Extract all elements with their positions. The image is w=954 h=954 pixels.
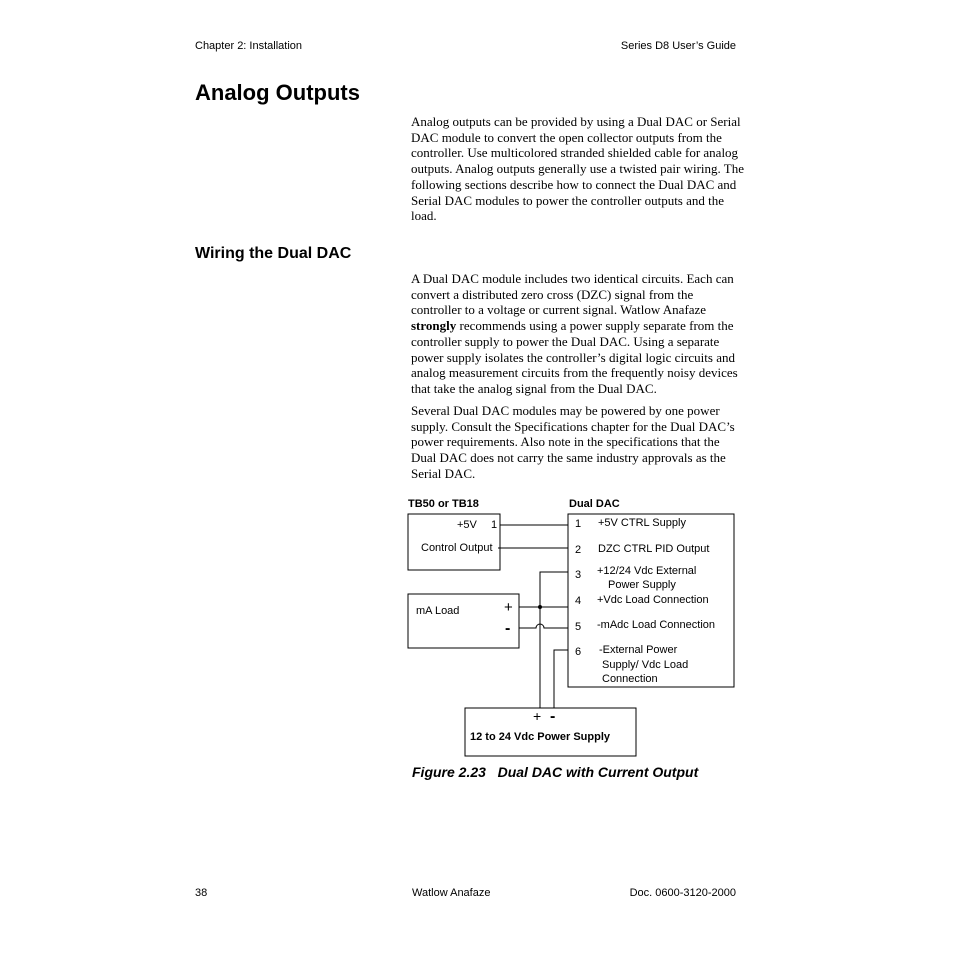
section-title: Analog Outputs [195,80,360,105]
dac-pin-number: 2 [575,544,582,556]
dac-pin-number: 1 [575,518,582,530]
header-chapter: Chapter 2: Installation [195,40,303,52]
dac-pin-number: 4 [575,595,582,607]
ps-plus: + [533,708,542,724]
load-minus: - [505,620,511,637]
dac-pin-desc: -mAdc Load Connection [597,619,716,631]
dac-pin-desc: +5V CTRL Supply [598,517,686,529]
load-label: mA Load [416,605,460,617]
dac-pin-number: 3 [575,569,582,581]
footer-company: Watlow Anafaze [412,887,491,899]
dac-pin-desc: Connection [602,673,658,685]
wires [498,525,568,708]
footer-page-number: 38 [195,887,208,899]
dac-pin-desc: +12/24 Vdc External [597,565,697,577]
load-plus: + [504,599,513,616]
wiring-diagram [400,490,750,762]
dac-pin-desc: Supply/ Vdc Load [602,659,689,671]
load-box [408,594,519,648]
ps-label: 12 to 24 Vdc Power Supply [470,731,610,743]
dac-pin-number: 5 [575,621,582,633]
dac-title: Dual DAC [569,498,620,510]
intro-paragraph: Analog outputs can be provided by using a Dual DAC or Serial DAC module to convert the open collector outputs from the controller. Use multicolored stranded shielded cable for analog outputs. Analog outputs generally use a twisted pair wiring. The following sections describe how to connect the Dual DAC and Serial DAC modules to power the controller outputs and the load. [411,114,745,224]
subsection-title: Wiring the Dual DAC [195,245,352,262]
figure-caption: Figure 2.23 Dual DAC with Current Output [412,764,699,780]
header-guide-title: Series D8 User’s Guide [620,40,736,52]
para2-strong: strongly [411,318,457,334]
tb-title: TB50 or TB18 [408,498,479,510]
power-supply-paragraph: Several Dual DAC modules may be powered by one power supply. Consult the Specifications chapter for the Dual DAC’s power requirements. Also note in the specifications that the Dual DAC does not carry the same industry approvals as the Serial DAC. [411,403,735,481]
para2-before: A Dual DAC module includes two identical circuits. Each can convert a distributed zero cross (DZC) signal from the controller to a voltage or current signal. Watlow Anafaze [411,271,734,318]
dac-pin-desc: Power Supply [608,579,676,591]
dac-pin-desc: +Vdc Load Connection [597,594,709,606]
tb-control-label: Control Output [421,542,493,554]
footer-doc-number: Doc. 0600-3120-2000 [629,887,736,899]
dac-pin-desc: DZC CTRL PID Output [598,543,710,555]
tb-plus5v-label: +5V [457,519,477,531]
ps-minus: - [550,708,556,725]
junction-dot [538,605,542,609]
dual-dac-paragraph [411,271,745,397]
para2-after: recommends using a power supply separate from the controller supply to power the Dual DAC. Using a separate power supply isolates the controller’s digital logic circuits and analog measurement circuits from the frequently noisy devices that take the analog signal from the Dual DAC. [411,318,738,396]
dac-pin-desc: -External Power [599,644,678,656]
dac-pin-number: 6 [575,646,582,658]
tb-pin-label: 1 [491,519,498,531]
